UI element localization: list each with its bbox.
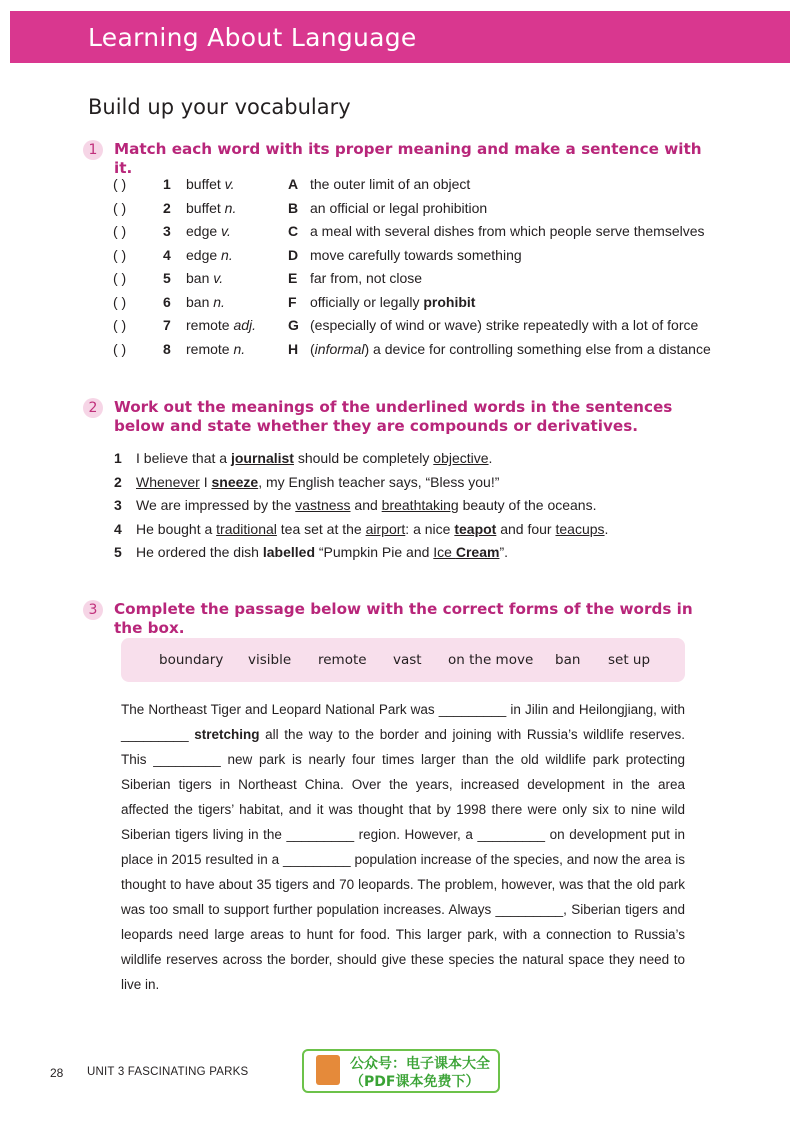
page-title: Learning About Language: [88, 23, 417, 52]
sentence-fragment: .: [488, 450, 493, 466]
item-word: [186, 341, 245, 357]
part-of-speech: v.: [221, 223, 231, 239]
word: remote: [186, 317, 230, 333]
underlined-word: sneeze: [211, 474, 259, 490]
meaning-letter: E: [288, 270, 298, 286]
meaning-letter: C: [288, 223, 299, 239]
underlined-word: Cream: [455, 544, 500, 560]
sentence-fragment: beauty of the oceans.: [458, 497, 597, 513]
underlined-word: traditional: [216, 521, 277, 537]
item-word: [186, 200, 236, 216]
word: remote: [186, 341, 230, 357]
sentence-fragment: I believe that a: [136, 450, 231, 466]
item-number: 4: [163, 247, 171, 263]
sentence-fragment: .: [604, 521, 609, 537]
watermark-line-2: （PDF课本免费下）: [350, 1074, 480, 1090]
item-word: [186, 176, 235, 192]
meaning-text: (informal) a device for controlling something else from a distance: [310, 341, 711, 357]
sentence-fragment: , my English teacher says, “Bless you!”: [258, 474, 500, 490]
book-icon: [316, 1055, 340, 1085]
item-number: 1: [163, 176, 171, 192]
unit-label: UNIT 3 FASCINATING PARKS: [87, 1066, 249, 1078]
watermark-line-1: 公众号：电子课本大全: [350, 1056, 490, 1072]
meaning-text: [310, 294, 475, 310]
answer-blank[interactable]: ( ): [113, 294, 127, 310]
item-word: [186, 294, 225, 310]
sentence-number: 1: [114, 450, 122, 466]
word-box-item: visible: [248, 652, 292, 668]
word: ban: [186, 294, 210, 310]
answer-blank[interactable]: ( ): [113, 270, 127, 286]
word-box-item: boundary: [159, 652, 224, 668]
bold-word: prohibit: [423, 294, 476, 310]
part-of-speech: n.: [224, 200, 237, 216]
underlined-word: teacups: [555, 521, 605, 537]
sentence-number: 4: [114, 521, 122, 537]
sentence-text: [136, 450, 492, 466]
meaning-letter: A: [288, 176, 299, 192]
underlined-word: teapot: [454, 521, 497, 537]
meaning-letter: H: [288, 341, 299, 357]
passage: [121, 697, 685, 997]
item-number: 2: [163, 200, 171, 216]
sentence-number: 5: [114, 544, 122, 560]
part-of-speech: n.: [221, 247, 233, 263]
underlined-word: objective: [433, 450, 489, 466]
part-of-speech: adj.: [233, 317, 257, 333]
underlined-word: airport: [365, 521, 406, 537]
sentence-number: 2: [114, 474, 122, 490]
word-box-item: remote: [318, 652, 367, 668]
underlined-word: Ice: [433, 544, 456, 560]
word: edge: [186, 247, 218, 263]
header-banner: [10, 11, 790, 63]
meaning-text: move carefully towards something: [310, 247, 522, 263]
bold-word: labelled: [262, 544, 315, 560]
answer-blank[interactable]: ( ): [113, 247, 127, 263]
item-word: [186, 247, 233, 263]
word: buffet: [186, 200, 221, 216]
meaning-part: ) a device for controlling something else from a distance: [364, 341, 711, 357]
answer-blank[interactable]: ( ): [113, 176, 127, 192]
page-number: 28: [50, 1066, 64, 1080]
sentence-text: [136, 474, 499, 490]
item-word: [186, 317, 256, 333]
meaning-letter: B: [288, 200, 299, 216]
word: buffet: [186, 176, 221, 192]
answer-blank[interactable]: ( ): [113, 341, 127, 357]
sentence-fragment: He bought a: [136, 521, 217, 537]
sentence-fragment: “Pumpkin Pie and: [315, 544, 434, 560]
meaning-part: officially or legally: [310, 294, 424, 310]
sentence-fragment: We are impressed by the: [136, 497, 296, 513]
part-of-speech: n.: [233, 341, 246, 357]
sentence-fragment: tea set at the: [276, 521, 366, 537]
part-of-speech: v.: [224, 176, 235, 192]
register-label: informal: [314, 341, 365, 357]
word-box-item: ban: [555, 652, 581, 668]
section-title: Build up your vocabulary: [88, 95, 351, 119]
word: edge: [186, 223, 218, 239]
underlined-word: Whenever: [136, 474, 200, 490]
meaning-text: an official or legal prohibition: [310, 200, 488, 216]
meaning-text: (especially of wind or wave) strike repeatedly with a lot of force: [310, 317, 699, 333]
answer-blank[interactable]: ( ): [113, 200, 127, 216]
word-box-item: vast: [393, 652, 422, 668]
sentence-fragment: and four: [496, 521, 556, 537]
sentence-fragment: I: [199, 474, 212, 490]
item-word: [186, 223, 231, 239]
watermark-stamp: [302, 1049, 500, 1093]
item-number: 7: [163, 317, 171, 333]
meaning-letter: G: [288, 317, 299, 333]
exercise-2-instruction: Work out the meanings of the underlined words in the sentences below and state whether they are compounds or derivatives.: [114, 398, 673, 435]
passage-bold-word: stretching: [194, 727, 260, 742]
meaning-text: far from, not close: [310, 270, 423, 286]
sentence-fragment: ”.: [499, 544, 509, 560]
word-box-item: on the move: [448, 652, 534, 668]
part-of-speech: n.: [213, 294, 225, 310]
exercise-1-instruction: Match each word with its proper meaning and make a sentence with it.: [114, 140, 702, 177]
meaning-text: the outer limit of an object: [310, 176, 471, 192]
word: ban: [186, 270, 210, 286]
sentence-text: [136, 544, 508, 560]
exercise-1-number: 1: [83, 140, 103, 160]
sentence-fragment: He ordered the dish: [136, 544, 263, 560]
item-number: 5: [163, 270, 171, 286]
item-number: 6: [163, 294, 171, 310]
sentence-fragment: should be completely: [293, 450, 434, 466]
underlined-word: vastness: [295, 497, 351, 513]
item-number: 3: [163, 223, 171, 239]
sentence-number: 3: [114, 497, 122, 513]
answer-blank[interactable]: ( ): [113, 223, 127, 239]
passage-text: all the way to the border and joining with Russia’s wildlife reserves. This _________ new park is nearly four times larger than the old wildlife park protecting Siberian tigers in Northeast China. Over the years, increased development in the area affected the tigers’ habitat, and it was thought that by 1998 there were only six to nine wild Siberian tigers living in the _________ region. However, a _________ on development put in place in 2015 resulted in a _________ population increase of the species, and now the area is thought to have about 35 tigers and 70 leopards. The problem, however, was that the old park was too small to support further population increases. Always _________, Siberian tigers and leopards need large areas to hunt for food. This larger park, with a connection to Russia’s wildlife reserves across the border, should give these species the natural space they need to live in.: [121, 727, 686, 992]
sentence-fragment: and: [350, 497, 382, 513]
underlined-word: breathtaking: [381, 497, 459, 513]
meaning-letter: D: [288, 247, 299, 263]
passage-text: The Northeast Tiger and Leopard National Park was _________ in Jilin and Heilongjiang, with _________: [121, 702, 685, 742]
answer-blank[interactable]: ( ): [113, 317, 127, 333]
sentence-text: [136, 521, 608, 537]
exercise-3-number: 3: [83, 600, 103, 620]
meaning-letter: F: [288, 294, 297, 310]
item-number: 8: [163, 341, 171, 357]
meaning-text: a meal with several dishes from which people serve themselves: [310, 223, 705, 239]
exercise-3-instruction: Complete the passage below with the correct forms of the words in the box.: [114, 600, 693, 637]
exercise-2-number: 2: [83, 398, 103, 418]
word-box: [121, 638, 685, 682]
sentence-fragment: : a nice: [405, 521, 455, 537]
underlined-word: journalist: [230, 450, 294, 466]
sentence-text: [136, 497, 596, 513]
part-of-speech: v.: [213, 270, 224, 286]
word-box-item: set up: [608, 652, 651, 668]
item-word: [186, 270, 223, 286]
